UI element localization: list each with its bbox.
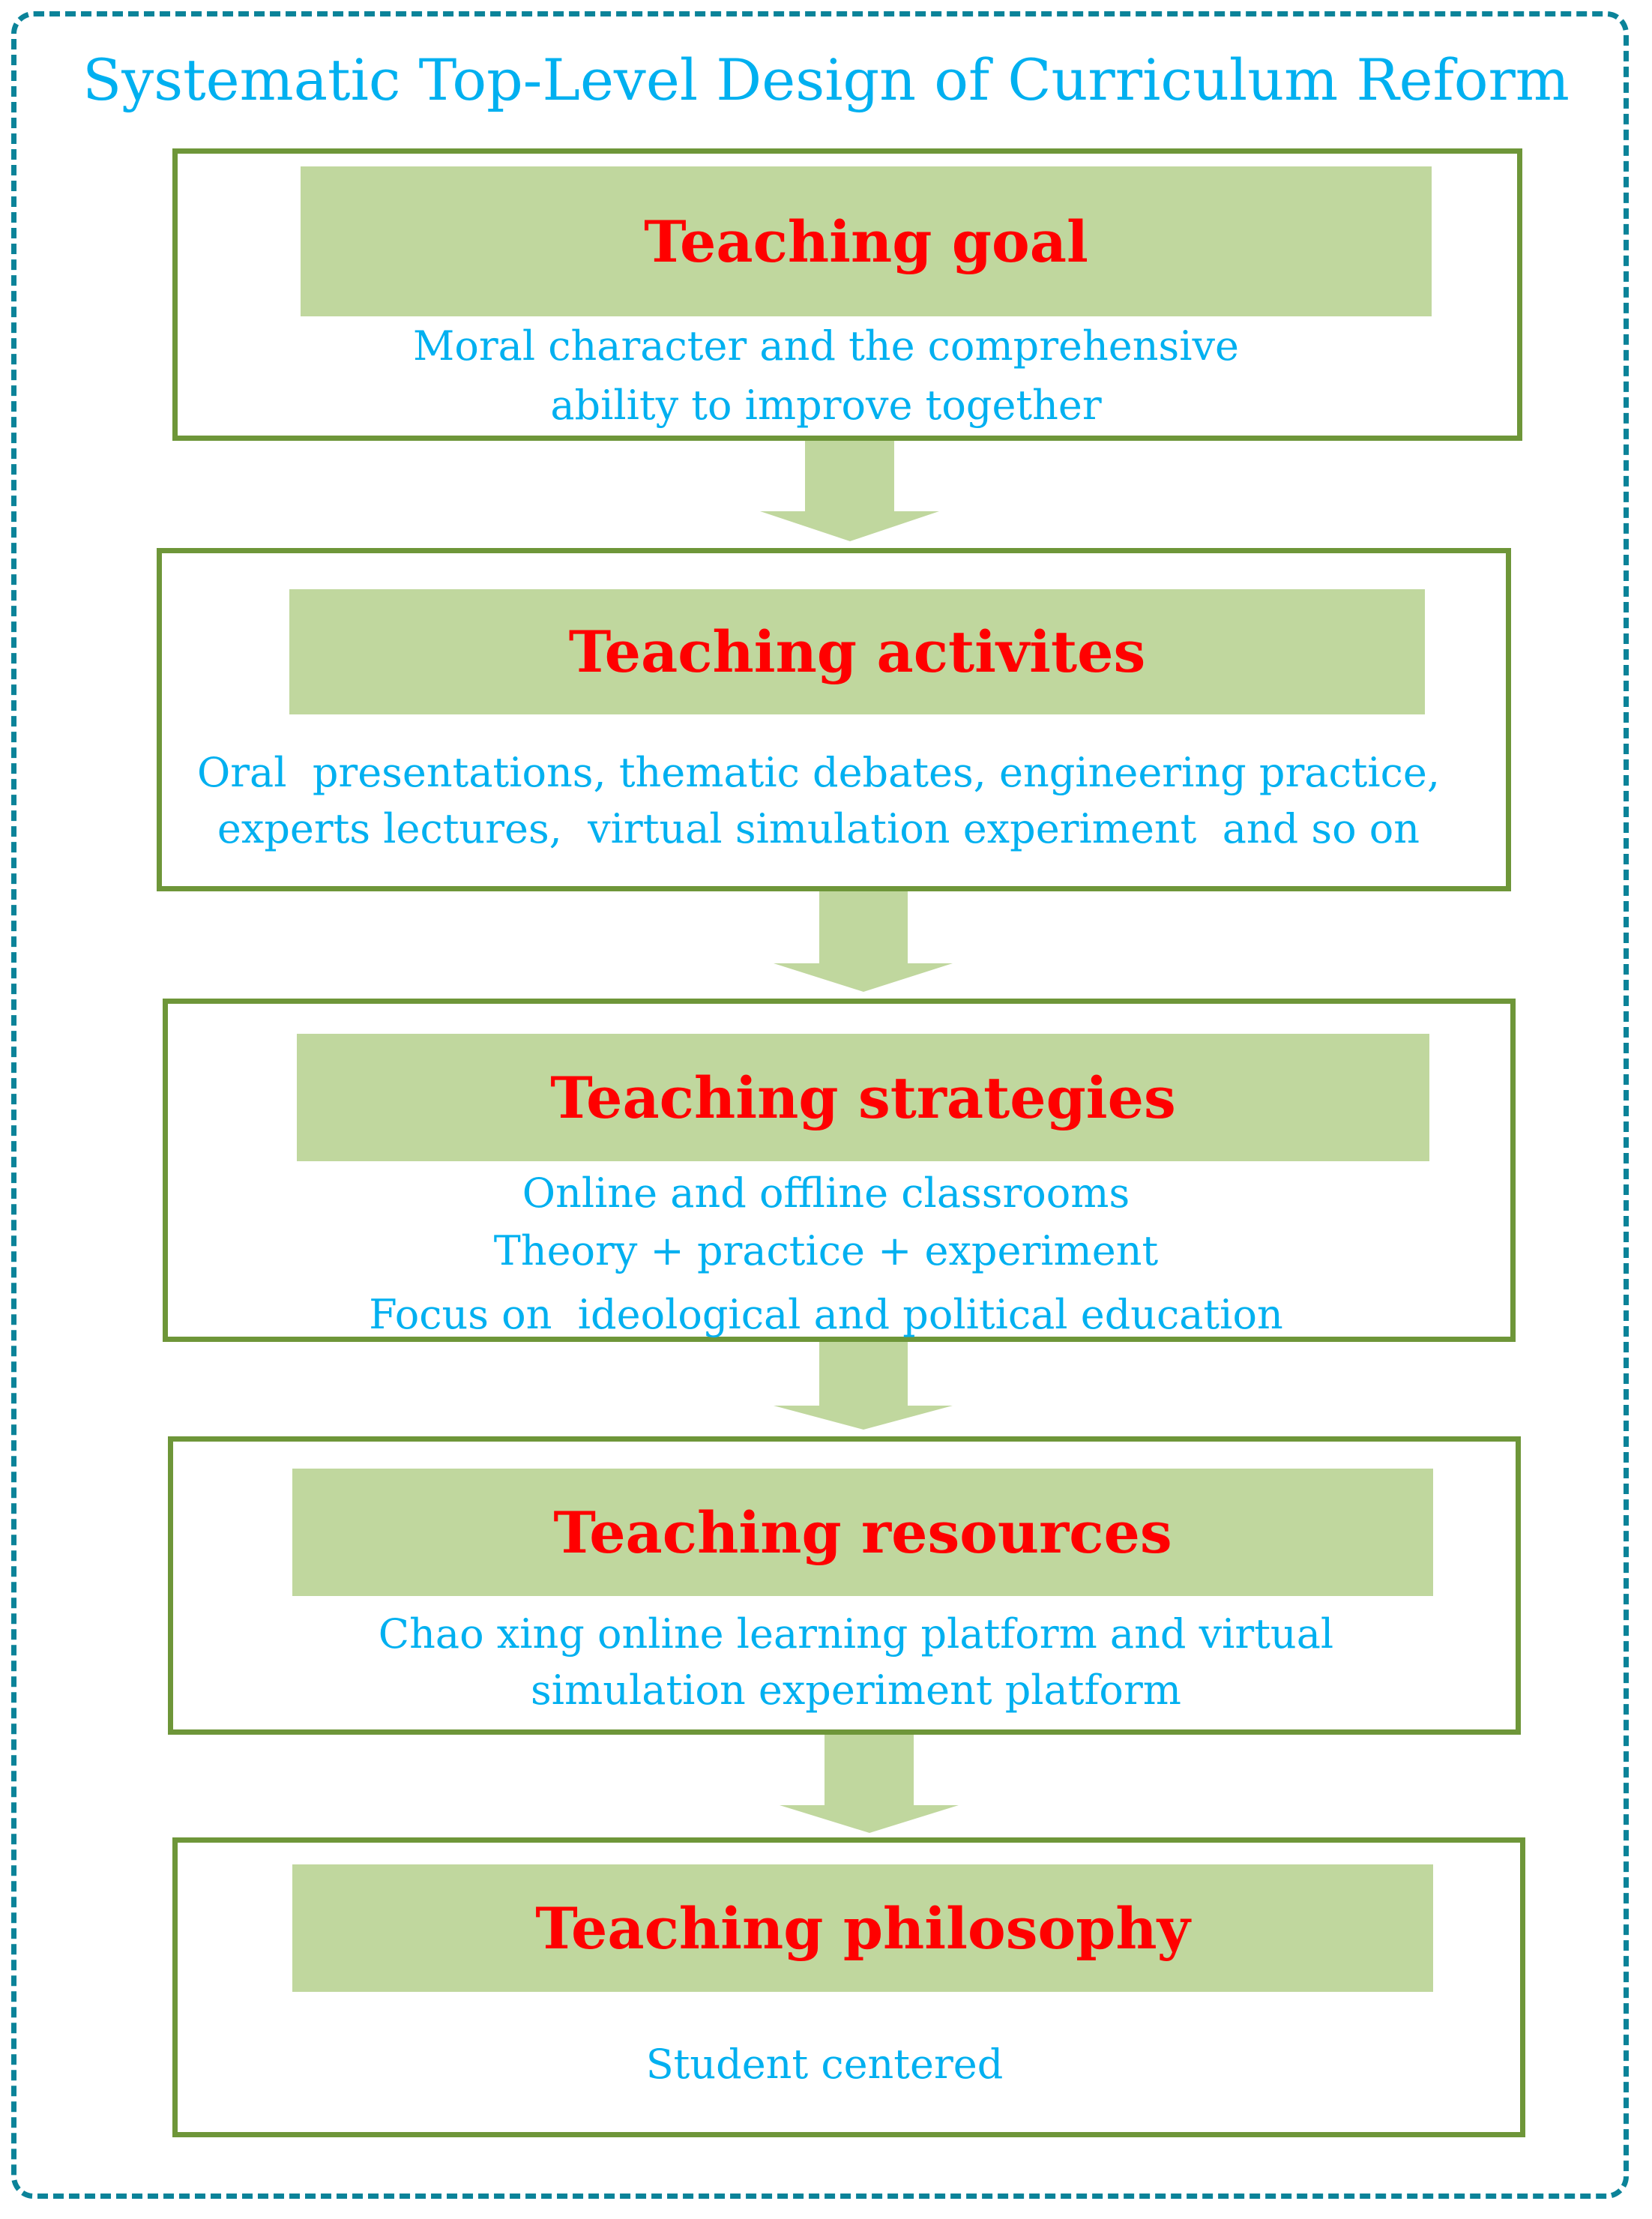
step-header-teaching-resources [292, 1469, 1433, 1596]
down-arrow-icon [774, 1342, 953, 1432]
step-desc-line: Student centered [645, 2041, 1004, 2088]
down-arrow-icon [780, 1735, 959, 1835]
step-desc-line: experts lectures, virtual simulation experiment and so on [217, 805, 1420, 852]
step-desc-line: Online and offline classrooms [522, 1169, 1130, 1217]
step-heading: Teaching goal [644, 208, 1088, 275]
step-header-teaching-philosophy [292, 1864, 1433, 1992]
step-desc-line: ability to improve together [550, 382, 1102, 429]
down-arrow-icon [774, 891, 953, 993]
step-header-teaching-activities [289, 589, 1425, 714]
step-header-teaching-goal [301, 166, 1432, 316]
step-heading: Teaching resources [553, 1499, 1172, 1566]
step-desc-line: Chao xing online learning platform and virtual [378, 1610, 1334, 1658]
step-desc-line: Moral character and the comprehensive [413, 322, 1239, 370]
step-desc-line: simulation experiment platform [531, 1666, 1181, 1714]
step-desc-line: Theory + practice + experiment [493, 1227, 1159, 1274]
step-desc-line: Oral presentations, thematic debates, engineering practice, [196, 749, 1441, 796]
step-heading: Teaching activites [568, 618, 1146, 685]
diagram-title: Systematic Top-Level Design of Curriculum Reform [82, 46, 1570, 113]
down-arrow-icon [760, 441, 940, 543]
step-heading: Teaching strategies [550, 1064, 1176, 1131]
step-heading: Teaching philosophy [535, 1894, 1190, 1962]
step-header-teaching-strategies [297, 1034, 1429, 1161]
step-desc-line: Focus on ideological and political education [369, 1291, 1283, 1338]
